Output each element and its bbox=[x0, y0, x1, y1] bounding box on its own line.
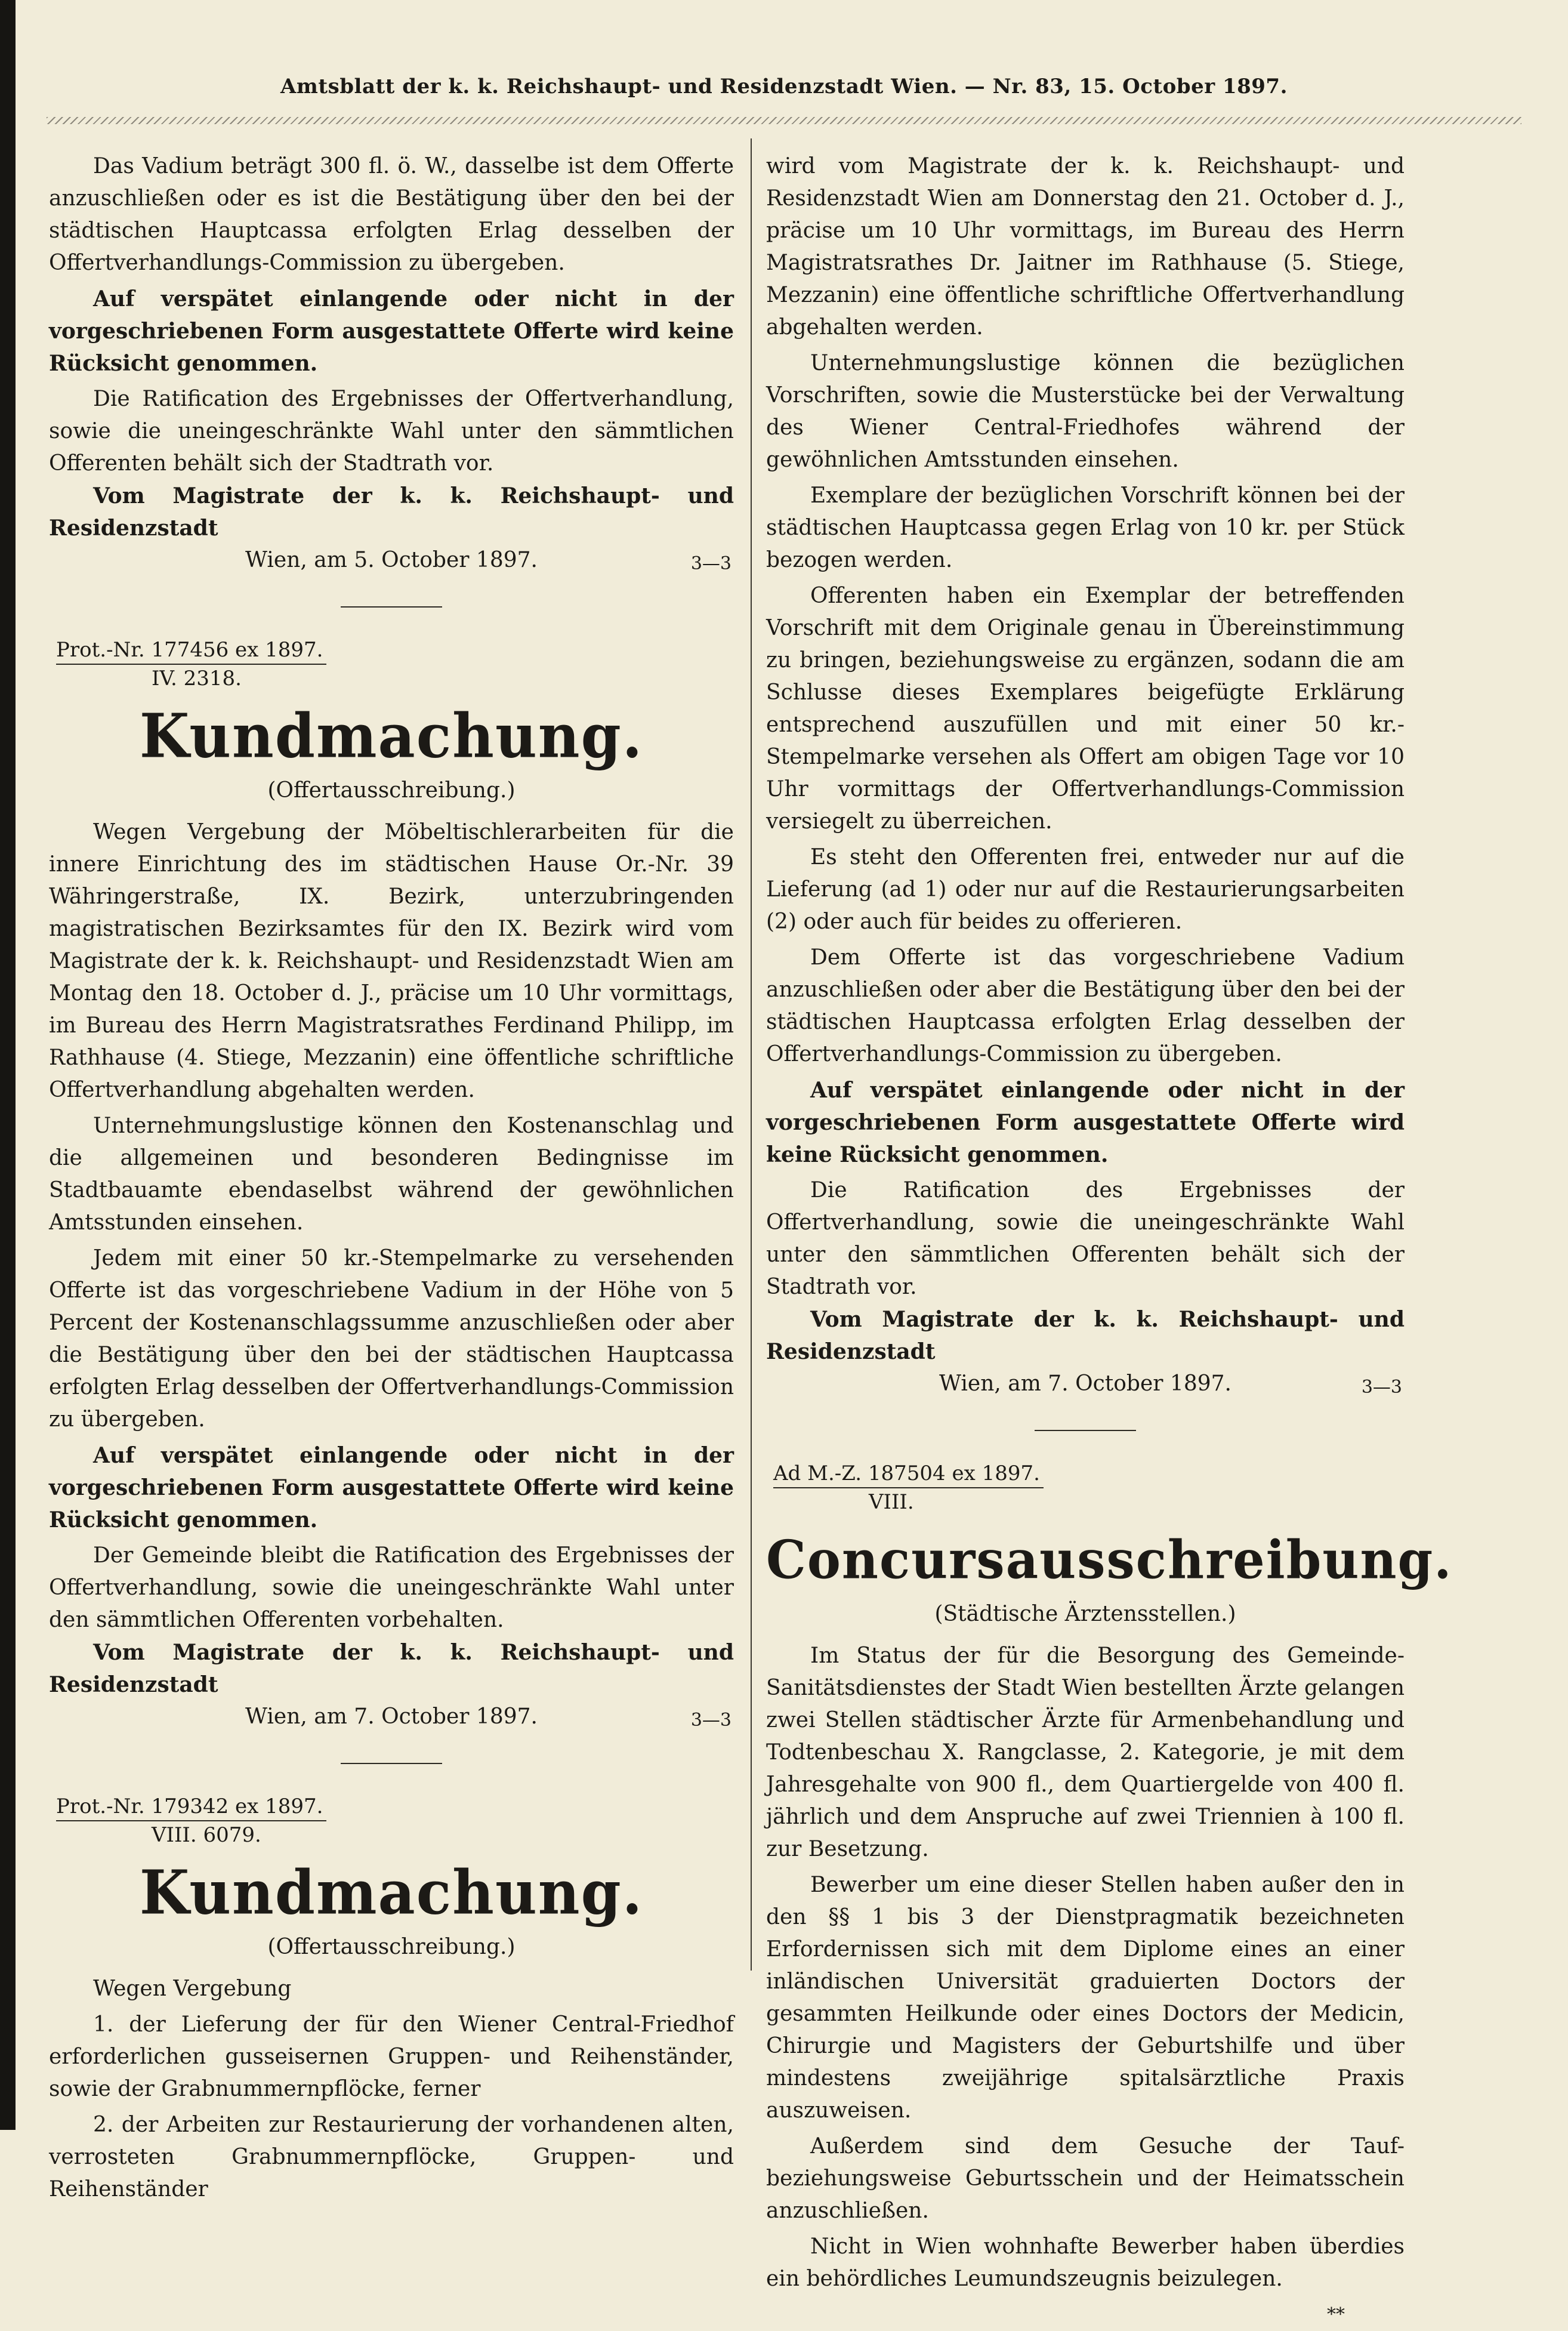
right-column bbox=[766, 150, 1453, 2331]
cont-paragraph-8: Die Ratification des Ergebnisses der Offertverhandlung, sowie die uneingeschränkte Wahl unter den sämmtlichen Offerenten behält sich der Stadtrath vor. bbox=[766, 1178, 1405, 1299]
notice1-title: Kundmachung. bbox=[139, 701, 644, 772]
cont-paragraph-4: Offerenten haben ein Exemplar der betreffenden Vorschrift mit dem Originale genau in Übereinstimmung zu bringen, beziehungsweise zu ergänzen, sodann die am Schlusse dieses Exemplares beigefügte Erklärung entsprechend auszufüllen und mit einer 50 kr.-Stempelmarke versehen als Offert am obigen Tage vor 10 Uhr vormittags der Offertverhandlungs-Commission versiegelt zu überreichen. bbox=[766, 584, 1405, 834]
intro-dateline bbox=[49, 544, 734, 580]
cont-number: 3—3 bbox=[1361, 1377, 1402, 1398]
notice2-prot-number: Prot.-Nr. 179342 ex 1897. bbox=[56, 1793, 326, 1821]
notice1-signature: Vom Magistrate der k. k. Reichshaupt- und Residenzstadt bbox=[49, 1640, 734, 1697]
notice1-paragraph-4: Auf verspätet einlangende oder nicht in der vorgeschriebenen Form ausgestattete Offerte wird keine Rücksicht genommen. bbox=[49, 1443, 734, 1533]
continuation-stars: ** bbox=[1327, 2304, 1345, 2325]
header-wavy-rule bbox=[47, 117, 1521, 124]
intro-number: 3—3 bbox=[690, 553, 731, 574]
intro-paragraph-3: Die Ratification des Ergebnisses der Offertverhandlung, sowie die uneingeschränkte Wahl unter den sämmtlichen Offerenten behält sich der Stadtrath vor. bbox=[49, 387, 734, 476]
notice2-paragraph-1: Wegen Vergebung bbox=[93, 1977, 292, 2001]
notice1-dept: IV. 2318. bbox=[152, 667, 242, 690]
notice1-paragraph-5: Der Gemeinde bleibt die Ratification des Ergebnisses der Offertverhandlung, sowie die uneingeschränkte Wahl unter den sämmtlichen Offerenten vorbehalten. bbox=[49, 1543, 734, 1632]
notice2-reference bbox=[56, 1793, 734, 1849]
notice1-prot-number: Prot.-Nr. 177456 ex 1897. bbox=[56, 636, 326, 665]
notice1-dateline bbox=[49, 1701, 734, 1737]
notice3-paragraph-3: Außerdem sind dem Gesuche der Tauf- beziehungsweise Geburtsschein und der Heimatsschein anzuschließen. bbox=[766, 2134, 1405, 2223]
cont-date: Wien, am 7. October 1897. bbox=[939, 1371, 1231, 1396]
section-rule bbox=[1035, 1430, 1136, 1431]
notice2-paragraph-2: 1. der Lieferung der für den Wiener Central-Friedhof erforderlichen gusseisernen Gruppen- und Reihenständer, sowie der Grabnummernpflöcke, ferner bbox=[49, 2012, 734, 2101]
cont-paragraph-1: wird vom Magistrate der k. k. Reichshaupt- und Residenzstadt Wien am Donnerstag den 21. October d. J., präcise um 10 Uhr vormittags, im Bureau des Herrn Magistratsrathes Dr. Jaitner im Rathhause (5. Stiege, Mezzanin) eine öffentliche schriftliche Offertverhandlung abgehalten werden. bbox=[766, 154, 1405, 340]
binding-edge bbox=[0, 0, 16, 2130]
cont-signature: Vom Magistrate der k. k. Reichshaupt- und Residenzstadt bbox=[766, 1307, 1405, 1364]
intro-signature: Vom Magistrate der k. k. Reichshaupt- und Residenzstadt bbox=[49, 483, 734, 541]
notice1-paragraph-3: Jedem mit einer 50 kr.-Stempelmarke zu versehenden Offerte ist das vorgeschriebene Vadium in der Höhe von 5 Percent der Kostenanschlagssumme anzuschließen oder aber die Bestätigung über den bei der städtischen Hauptcassa erfolgten Erlag desselben der Offertverhandlungs-Commission zu übergeben. bbox=[49, 1246, 734, 1432]
cont-paragraph-3: Exemplare der bezüglichen Vorschrift können bei der städtischen Hauptcassa gegen Erlag von 10 kr. per Stück bezogen werden. bbox=[766, 483, 1405, 572]
section-rule bbox=[341, 606, 442, 608]
notice3-paragraph-2: Bewerber um eine dieser Stellen haben außer den in den §§ 1 bis 3 der Dienstpragmatik bezeichneten Erfordernissen sich mit dem Diplome eines an einer inländischen Universität graduierten Doctors der gesammten Heilkunde oder eines Doctors der Medicin, Chirurgie und Magisters der Geburtshilfe und über mindestens zweijährige spitalsärztliche Praxis auszuweisen. bbox=[766, 1873, 1405, 2123]
notice2-title: Kundmachung. bbox=[139, 1857, 644, 1928]
cont-paragraph-2: Unternehmungslustige können die bezüglichen Vorschriften, sowie die Musterstücke bei der Verwaltung des Wiener Central-Friedhofes während der gewöhnlichen Amtsstunden einsehen. bbox=[766, 351, 1405, 472]
notice3-dept: VIII. bbox=[869, 1490, 914, 1514]
notice1-reference bbox=[56, 636, 734, 692]
notice3-reference bbox=[773, 1460, 1405, 1516]
notice3-title: Concursausschreibung. bbox=[766, 1528, 1453, 1591]
cont-paragraph-6: Dem Offerte ist das vorgeschriebene Vadium anzuschließen oder aber die Bestätigung über den bei der städtischen Hauptcassa erfolgten Erlag desselben der Offertverhandlungs-Commission zu übergeben. bbox=[766, 945, 1405, 1066]
notice3-ref-number: Ad M.-Z. 187504 ex 1897. bbox=[773, 1460, 1044, 1488]
notice2-paragraph-3: 2. der Arbeiten zur Restaurierung der vorhandenen alten, verrosteten Grabnummernpflöcke, Gruppen- und Reihenständer bbox=[49, 2113, 734, 2202]
left-column bbox=[49, 150, 734, 2206]
notice2-dept: VIII. 6079. bbox=[152, 1823, 261, 1847]
notice1-date: Wien, am 7. October 1897. bbox=[245, 1704, 538, 1729]
intro-paragraph-1: Das Vadium beträgt 300 fl. ö. W., dasselbe ist dem Offerte anzuschließen oder es ist die Bestätigung über den bei der städtischen Hauptcassa erfolgten Erlag desselben der Offertverhandlungs-Commission zu übergeben. bbox=[49, 154, 734, 275]
notice1-paragraph-1: Wegen Vergebung der Möbeltischlerarbeiten für die innere Einrichtung des im städtischen Hause Or.-Nr. 39 Währingerstraße, IX. Bezirk, unterzubringenden magistratischen Bezirksamtes für den IX. Bezirk wird vom Magistrate der k. k. Reichshaupt- und Residenzstadt Wien am Montag den 18. October d. J., präcise um 10 Uhr vormittags, im Bureau des Herrn Magistratsrathes Ferdinand Philipp, im Rathhause (4. Stiege, Mezzanin) eine öffentliche schriftliche Offertverhandlung abgehalten werden. bbox=[49, 820, 734, 1102]
column-divider bbox=[751, 138, 752, 1971]
notice2-subtitle: (Offertausschreibung.) bbox=[267, 1935, 516, 1959]
cont-dateline bbox=[766, 1368, 1405, 1404]
notice1-paragraph-2: Unternehmungslustige können den Kostenanschlag und die allgemeinen und besonderen Bedingnisse im Stadtbauamte ebendaselbst während der gewöhnlichen Amtsstunden einsehen. bbox=[49, 1114, 734, 1235]
notice3-paragraph-1: Im Status der für die Besorgung des Gemeinde-Sanitätsdienstes der Stadt Wien bestellten Ärzte gelangen zwei Stellen städtischer Ärzte für Armenbehandlung und Todtenbeschau X. Rangclasse, 2. Kategorie, je mit dem Jahresgehalte von 900 fl., dem Quartiergelde von 400 fl. jährlich und dem Anspruche auf zwei Triennien à 100 fl. zur Besetzung. bbox=[766, 1644, 1405, 1861]
notice1-subtitle: (Offertausschreibung.) bbox=[267, 778, 516, 803]
cont-paragraph-7: Auf verspätet einlangende oder nicht in der vorgeschriebenen Form ausgestattete Offerte wird keine Rücksicht genommen. bbox=[766, 1078, 1405, 1167]
page-header: Amtsblatt der k. k. Reichshaupt- und Residenzstadt Wien. — Nr. 83, 15. October 1897. bbox=[280, 75, 1288, 98]
section-rule bbox=[341, 1763, 442, 1764]
intro-paragraph-2: Auf verspätet einlangende oder nicht in der vorgeschriebenen Form ausgestattete Offerte wird keine Rücksicht genommen. bbox=[49, 286, 734, 376]
intro-date: Wien, am 5. October 1897. bbox=[245, 548, 538, 572]
notice3-paragraph-4: Nicht in Wien wohnhafte Bewerber haben überdies ein behördliches Leumundszeugnis beizulegen. bbox=[766, 2234, 1405, 2291]
cont-paragraph-5: Es steht den Offerenten frei, entweder nur auf die Lieferung (ad 1) oder nur auf die Restaurierungsarbeiten (2) oder auch für beides zu offerieren. bbox=[766, 845, 1405, 934]
notice3-subtitle: (Städtische Ärztensstellen.) bbox=[934, 1602, 1236, 1626]
notice1-number: 3—3 bbox=[690, 1710, 731, 1731]
